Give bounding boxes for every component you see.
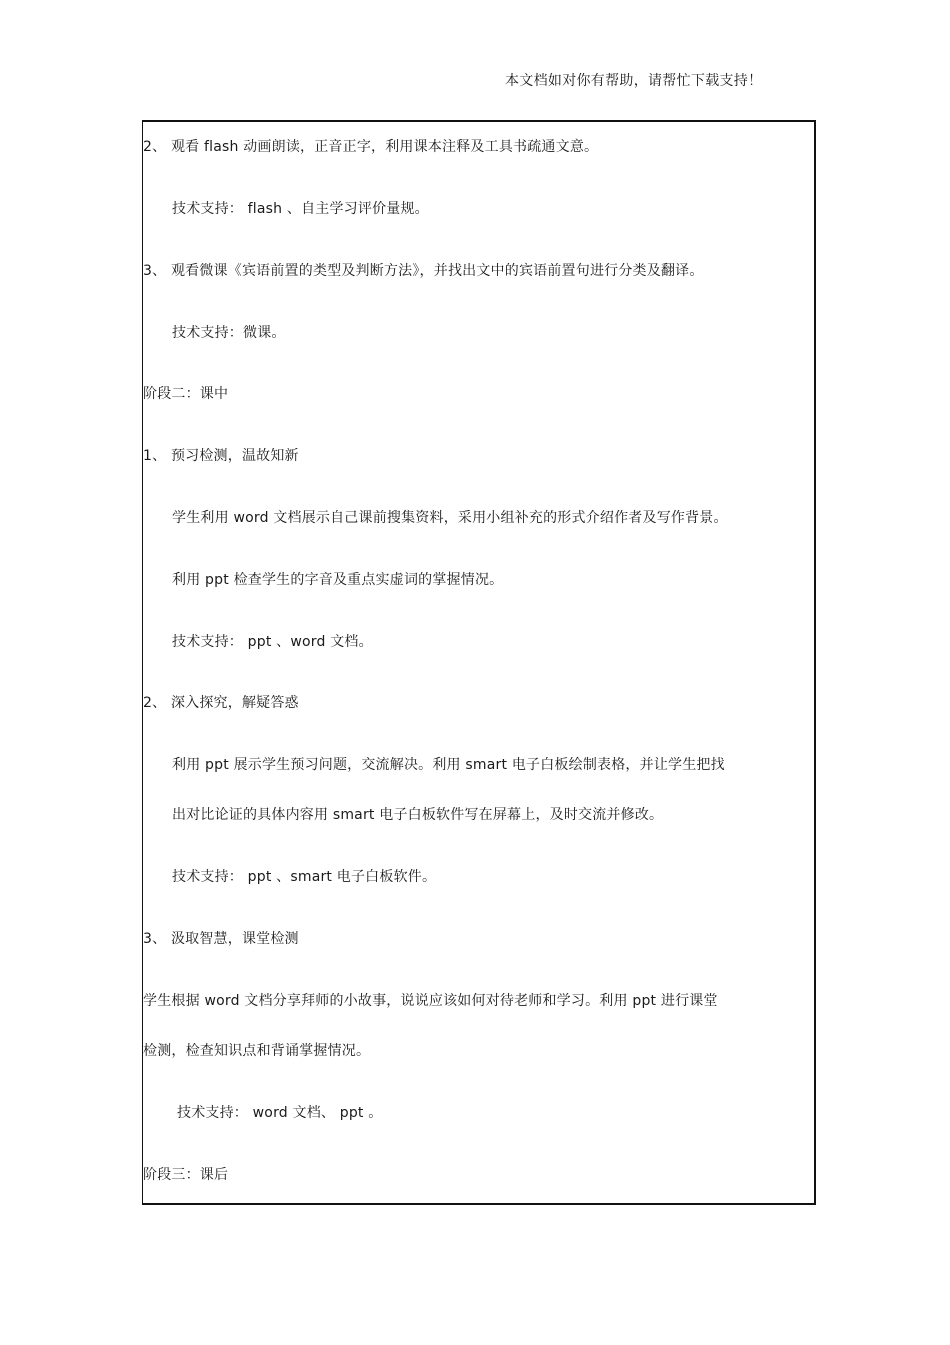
text-line: 利用 ppt 检查学生的字音及重点实虚词的掌握情况。 bbox=[172, 572, 504, 588]
text-line: 学生利用 word 文档展示自己课前搜集资料，采用小组补充的形式介绍作者及写作背景。 bbox=[172, 510, 728, 526]
text-line: 3、 汲取智慧，课堂检测 bbox=[143, 931, 299, 947]
text-line: 3、 观看微课《宾语前置的类型及判断方法》，并找出文中的宾语前置句进行分类及翻译。 bbox=[143, 263, 704, 279]
text-line: 学生根据 word 文档分享拜师的小故事，说说应该如何对待老师和学习。利用 ppt 进行课堂 bbox=[143, 993, 718, 1009]
text-line: 2、 深入探究，解疑答惑 bbox=[143, 695, 299, 711]
text-line: 利用 ppt 展示学生预习问题，交流解决。利用 smart 电子白板绘制表格，并让学生把找 bbox=[172, 757, 725, 773]
text-line: 检测，检查知识点和背诵掌握情况。 bbox=[143, 1043, 371, 1059]
text-line: 技术支持： ppt 、smart 电子白板软件。 bbox=[172, 869, 437, 885]
text-line: 2、 观看 flash 动画朗读，正音正字，利用课本注释及工具书疏通文意。 bbox=[143, 139, 599, 155]
header-note: 本文档如对你有帮助，请帮忙下载支持！ bbox=[505, 73, 763, 89]
text-line: 技术支持： word 文档、 ppt 。 bbox=[177, 1105, 383, 1121]
section-heading: 阶段三：课后 bbox=[143, 1167, 229, 1183]
text-line: 技术支持：微课。 bbox=[172, 325, 286, 341]
text-line: 技术支持： flash 、自主学习评价量规。 bbox=[172, 201, 429, 217]
text-line: 技术支持： ppt 、word 文档。 bbox=[172, 634, 373, 650]
text-line: 1、 预习检测，温故知新 bbox=[143, 448, 299, 464]
content-box bbox=[142, 120, 816, 1205]
text-line: 出对比论证的具体内容用 smart 电子白板软件写在屏幕上，及时交流并修改。 bbox=[172, 807, 664, 823]
section-heading: 阶段二：课中 bbox=[143, 386, 229, 402]
